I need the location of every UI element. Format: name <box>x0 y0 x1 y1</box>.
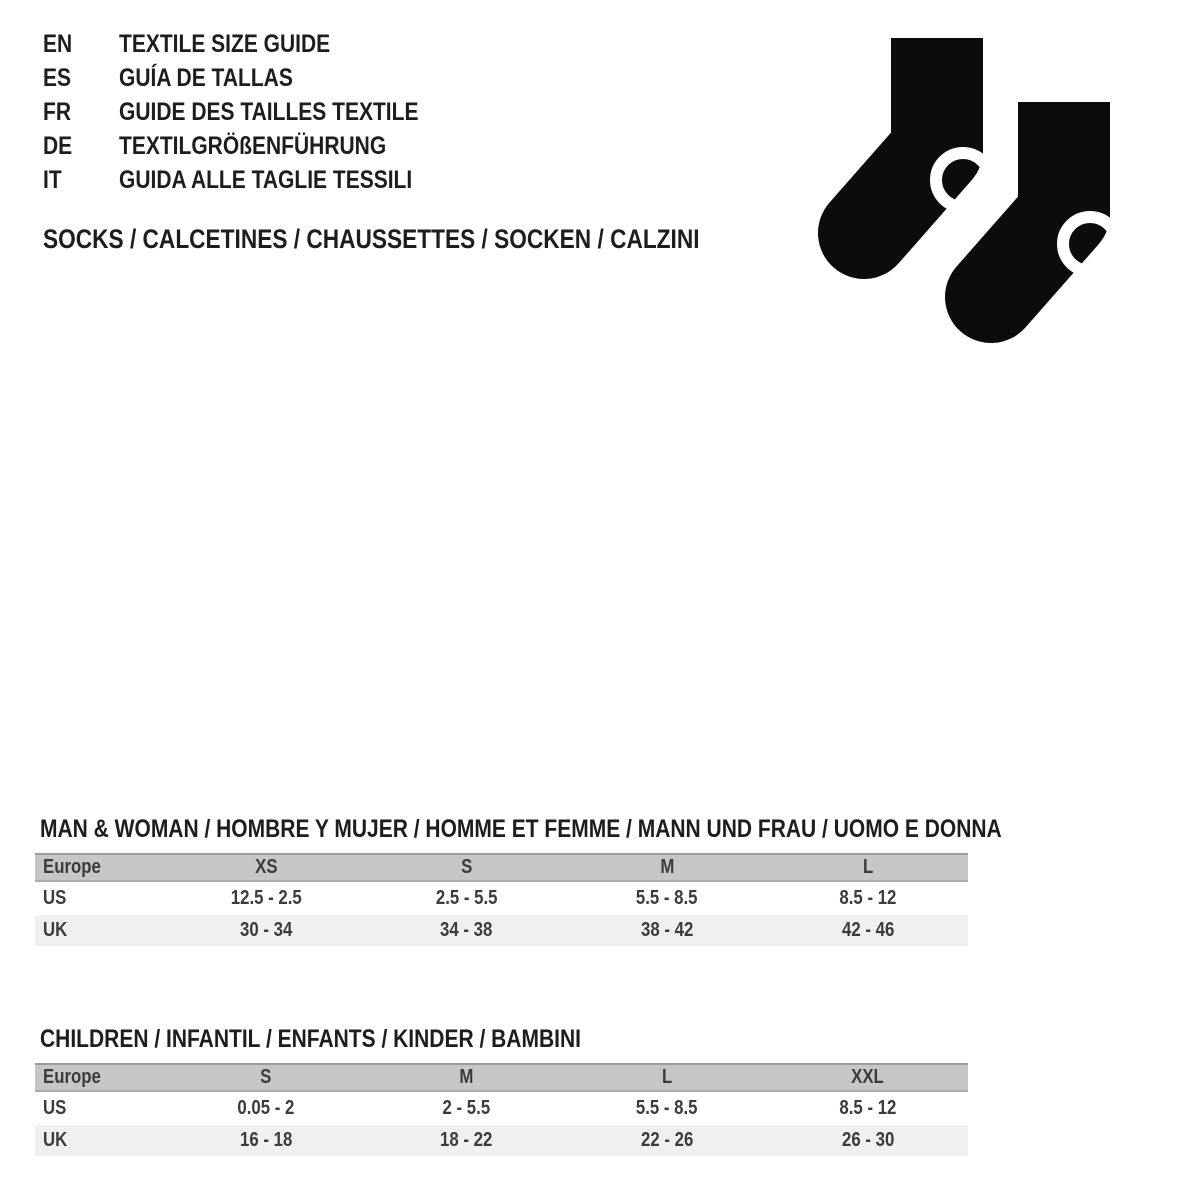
row-label-cell: UK <box>43 1129 68 1151</box>
size-value-cell: 8.5 - 12 <box>839 887 897 909</box>
language-code: ES <box>43 63 72 92</box>
header-cell-size: M <box>660 856 675 878</box>
size-table-children <box>35 1063 968 1156</box>
table-row-us <box>35 1091 968 1125</box>
header-cell-size: M <box>459 1066 474 1088</box>
row-label-cell: UK <box>43 919 68 941</box>
language-code: FR <box>43 97 71 126</box>
language-title-block <box>43 27 476 197</box>
size-value-cell: 30 - 34 <box>239 919 293 941</box>
row-label-cell: US <box>43 1097 67 1119</box>
size-value-cell: 2 - 5.5 <box>442 1097 491 1119</box>
header-cell-size: L <box>661 1066 673 1088</box>
language-row-fr <box>43 95 476 129</box>
header-cell-region: Europe <box>43 1066 101 1088</box>
size-value-cell: 12.5 - 2.5 <box>230 887 302 909</box>
language-label: TEXTILE SIZE GUIDE <box>119 29 331 58</box>
header-cell-size: S <box>260 1066 272 1088</box>
language-row-de <box>43 129 476 163</box>
size-value-cell: 18 - 22 <box>440 1129 493 1151</box>
language-row-es <box>43 61 476 95</box>
language-code: IT <box>43 165 62 194</box>
header-cell-size: XXL <box>851 1066 885 1088</box>
header-cell-size: XS <box>254 856 278 878</box>
table-title-children: CHILDREN / INFANTIL / ENFANTS / KINDER / BAMBINI <box>40 1025 581 1053</box>
product-heading: SOCKS / CALCETINES / CHAUSSETTES / SOCKEN / CALZINI <box>43 224 700 254</box>
table-title-man-woman: MAN & WOMAN / HOMBRE Y MUJER / HOMME ET FEMME / MANN UND FRAU / UOMO E DONNA <box>40 815 1002 843</box>
size-table-section-children <box>35 1026 968 1156</box>
size-value-cell: 38 - 42 <box>640 919 694 941</box>
size-value-cell: 5.5 - 8.5 <box>636 1097 698 1119</box>
language-code: EN <box>43 29 73 58</box>
language-label: GUIDE DES TAILLES TEXTILE <box>119 97 419 126</box>
header-cell-size: L <box>862 856 873 878</box>
table-row-uk <box>35 1125 968 1156</box>
size-value-cell: 0.05 - 2 <box>237 1097 295 1119</box>
table-header-row <box>35 854 968 881</box>
size-value-cell: 26 - 30 <box>841 1129 894 1151</box>
size-value-cell: 42 - 46 <box>841 919 894 941</box>
table-row-us <box>35 881 968 915</box>
header-cell-region: Europe <box>43 856 101 878</box>
language-label: GUÍA DE TALLAS <box>119 63 293 92</box>
header-cell-size: S <box>460 856 473 878</box>
table-row-uk <box>35 915 968 946</box>
size-value-cell: 34 - 38 <box>440 919 493 941</box>
language-code: DE <box>43 131 73 160</box>
size-value-cell: 22 - 26 <box>640 1129 694 1151</box>
socks-icon <box>810 20 1130 360</box>
size-table-section-man-woman <box>35 815 1002 946</box>
size-value-cell: 5.5 - 8.5 <box>636 887 698 909</box>
size-value-cell: 8.5 - 12 <box>839 1097 897 1119</box>
language-label: TEXTILGRÖßENFÜHRUNG <box>119 131 387 160</box>
language-label: GUIDA ALLE TAGLIE TESSILI <box>119 165 413 194</box>
table-header-row <box>35 1064 968 1091</box>
sock-right-icon <box>991 102 1117 297</box>
sock-left-icon <box>864 38 990 233</box>
size-value-cell: 2.5 - 5.5 <box>435 887 498 909</box>
size-table-man-woman <box>35 853 968 946</box>
size-value-cell: 16 - 18 <box>239 1129 293 1151</box>
language-row-en <box>43 27 476 61</box>
row-label-cell: US <box>43 887 67 909</box>
language-row-it <box>43 163 476 197</box>
